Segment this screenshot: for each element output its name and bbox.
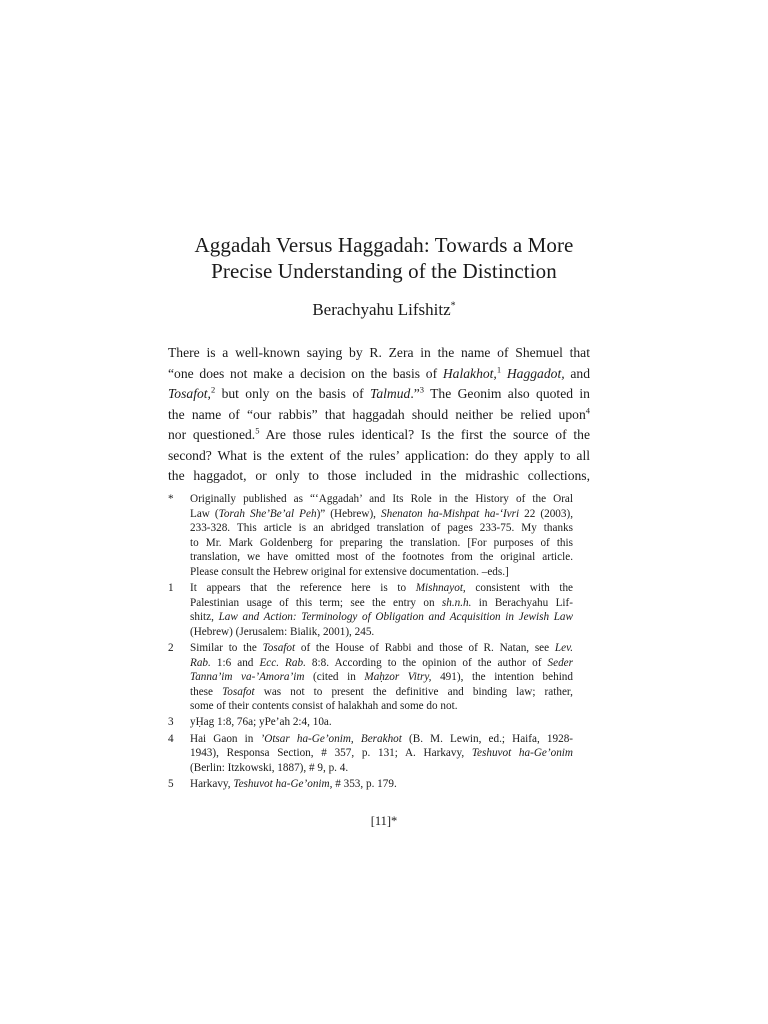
footnote-star: * Originally published as “‘Aggadah’ and Its Role in the History of the Oral Law (Torah She’Be’al Peh)” (Hebrew), Shenaton ha-Mishpat ha-‘Ivri 22 (2003), 233-328. This article is an abridged translation of pages 233-75. My thanks to Mr. Mark Goldenberg for preparing the translation. [For purposes of this translation, we have omitted most of the footnotes from the original article. Please consult the Hebrew original for extensive documentation. –eds.]	[168, 493, 573, 578]
footnote-marker: 4	[168, 732, 174, 745]
body-line: “one does not make a decision on the basis of Halakhot,$^1$ Haggadot, and	[168, 363, 590, 381]
article-title	[150, 232, 618, 284]
footnotes	[168, 492, 573, 793]
title-line-2: Precise Understanding of the Distinction	[211, 259, 557, 283]
body-line: nor questioned.$^5$ Are those rules identical? Is the first the source of the	[168, 425, 590, 442]
body-line: the haggadot, or only to those included in the midrashic collections,	[168, 468, 590, 483]
author-footnote-mark: *	[450, 300, 456, 312]
footnote-marker: 3	[168, 716, 174, 729]
title-line-1: Aggadah Versus Haggadah: Towards a More	[194, 233, 574, 257]
footnote-5: 5 Harkavy, Teshuvot ha-Ge’onim, # 353, p. 179.	[168, 777, 397, 790]
body-line: second? What is the extent of the rules’ application: do they apply to all	[168, 447, 590, 463]
footnote-marker: 5	[168, 777, 174, 790]
footnote-4: 4 Hai Gaon in ’Otsar ha-Ge’onim, Berakhot (B. M. Lewin, ed.; Haifa, 1928- 1943), Responsa Section, # 357, p. 131; A. Harkavy, Teshuvot ha-Ge’onim (Berlin: Itzkowski, 1887), # 9, p. 4.	[168, 732, 573, 774]
footnote-ref: 3	[419, 384, 424, 395]
footnote-3: 3 yḤag 1:8, 76a; yPe’ah 2:4, 10a.	[168, 716, 332, 729]
body-line: There is a well-known saying by R. Zera in the name of Shemuel that	[168, 345, 590, 360]
footnote-marker: 2	[168, 641, 174, 654]
footnote-marker: *	[168, 493, 174, 505]
author-name: Berachyahu Lifshitz	[312, 300, 451, 319]
footnote-1: 1 It appears that the reference here is to Mishnayot, consistent with the Palestinian usage of this term; see the entry on sh.n.h. in Berachyahu Lif- shitz, Law and Action: Terminology of Obligation and Acquisition in Jewish Law (Hebrew) (Jerusalem: Bialik, 2001), 245.	[168, 582, 573, 638]
author-byline	[150, 300, 618, 320]
footnote-marker: 1	[168, 582, 174, 595]
footnote-ref: 5	[255, 425, 260, 436]
footnote-ref: 1	[496, 363, 502, 374]
body-line: Tosafot,$^2$ but only on the basis of Talmud.”$^3$ The Geonim also quoted in	[168, 384, 590, 401]
footnote-2: 2 Similar to the Tosafot of the House of Rabbi and those of R. Natan, see Lev. Rab. 1:6 and Ecc. Rab. 8:8. According to the opinion of the author of Seder Tanna’im va-’Amora’im (cited in Maḥzor Vitry, 491), the intention behind these Tosafot was not to present the definitive and binding law; rather, some of their contents consist of halakhah and some do not.	[168, 641, 573, 713]
body-line: the name of “our rabbis” that haggadah should neither be relied upon$^4$	[168, 404, 590, 422]
footnote-ref: 4	[585, 404, 590, 415]
body-paragraph	[168, 343, 590, 487]
page-number: [11]*	[370, 814, 398, 828]
footnote-ref: 2	[210, 384, 216, 395]
